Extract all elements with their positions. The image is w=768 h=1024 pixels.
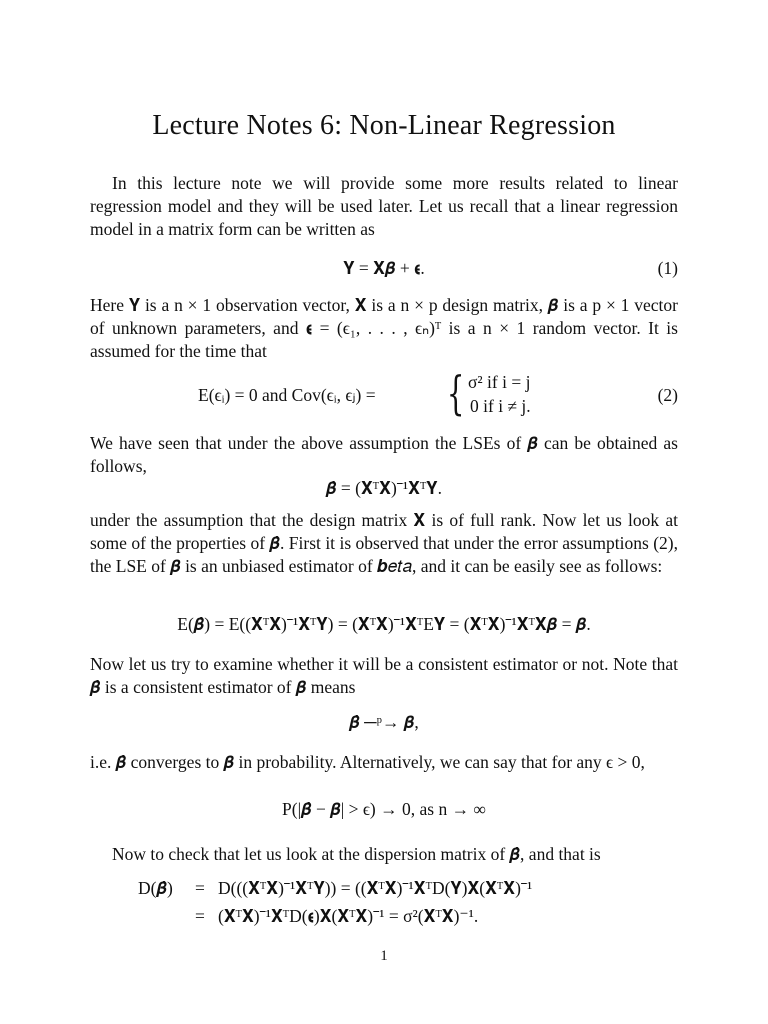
left-brace-icon: { xyxy=(446,366,465,420)
equation-4: E(𝜷̂) = E((𝐗ᵀ𝐗)⁻¹𝐗ᵀ𝐘) = (𝐗ᵀ𝐗)⁻¹𝐗ᵀE𝐘 = (𝐗ᵀ𝐗)⁻¹𝐗ᵀ𝐗𝜷 = 𝜷. xyxy=(177,614,591,634)
paragraph-properties: under the assumption that the design matrix 𝐗 is of full rank. Now let us look at some of the properties of 𝜷̂. First it is observed that under the error assumptions (2), the LSE of 𝜷 is an unbiased estimator of 𝒃𝑒𝑡𝑎, and it can be easily see as follows: xyxy=(90,510,678,576)
paragraph-intro: In this lecture note we will provide some more results related to linear regression model and they will be used later. Let us recall that a linear regression model in a matrix form can be written as xyxy=(90,173,678,239)
paragraph-consistency: Now let us try to examine whether it will be a consistent estimator or not. Note that 𝜷̂ is a consistent estimator of 𝜷 means xyxy=(90,654,678,697)
paragraph-definitions: Here 𝐘 is a n × 1 observation vector, 𝐗 is a n × p design matrix, 𝜷 is a p × 1 vector of unknown parameters, and 𝛜 = (ϵ₁, . . . , ϵₙ)ᵀ is a n × 1 random vector. It is assumed for the time that xyxy=(90,295,678,361)
equation-5: 𝜷̂ ─ᵖ→ 𝜷, xyxy=(349,712,419,732)
page-number: 1 xyxy=(380,948,388,964)
equation-7-rhs-1: D(((𝐗ᵀ𝐗)⁻¹𝐗ᵀ𝐘)) = ((𝐗ᵀ𝐗)⁻¹𝐗ᵀD(𝐘)𝐗(𝐗ᵀ𝐗)⁻¹ xyxy=(218,878,533,898)
equation-7-equals-1: = xyxy=(195,878,205,898)
equation-1: 𝐘 = 𝐗𝜷 + 𝛜. xyxy=(343,258,425,278)
equation-6: P(|𝜷̂ − 𝜷| > ϵ) → 0, as n → ∞ xyxy=(282,799,486,819)
equation-7-rhs-2: (𝐗ᵀ𝐗)⁻¹𝐗ᵀD(𝛜)𝐗(𝐗ᵀ𝐗)⁻¹ = σ²(𝐗ᵀ𝐗)⁻¹. xyxy=(218,906,479,926)
equation-2-case-2: 0 if i ≠ j. xyxy=(470,396,531,416)
paragraph-dispersion: Now to check that let us look at the dispersion matrix of 𝜷̂, and that is xyxy=(112,844,601,864)
equation-7-lhs: D(𝜷̂) xyxy=(138,878,173,898)
equation-2-number: (2) xyxy=(657,385,678,405)
equation-7-equals-2: = xyxy=(195,906,205,926)
document-title: Lecture Notes 6: Non-Linear Regression xyxy=(152,110,616,141)
equation-3: 𝜷̂ = (𝐗ᵀ𝐗)⁻¹𝐗ᵀ𝐘. xyxy=(326,478,442,498)
equation-2-left: E(ϵᵢ) = 0 and Cov(ϵᵢ, ϵⱼ) = xyxy=(198,385,376,405)
paragraph-lse: We have seen that under the above assumption the LSEs of 𝜷 can be obtained as follows, xyxy=(90,433,678,476)
equation-2-case-1: σ² if i = j xyxy=(468,372,531,392)
equation-1-number: (1) xyxy=(657,258,678,278)
paragraph-probability: i.e. 𝜷̂ converges to 𝜷 in probability. Alternatively, we can say that for any ϵ > 0, xyxy=(90,752,645,772)
